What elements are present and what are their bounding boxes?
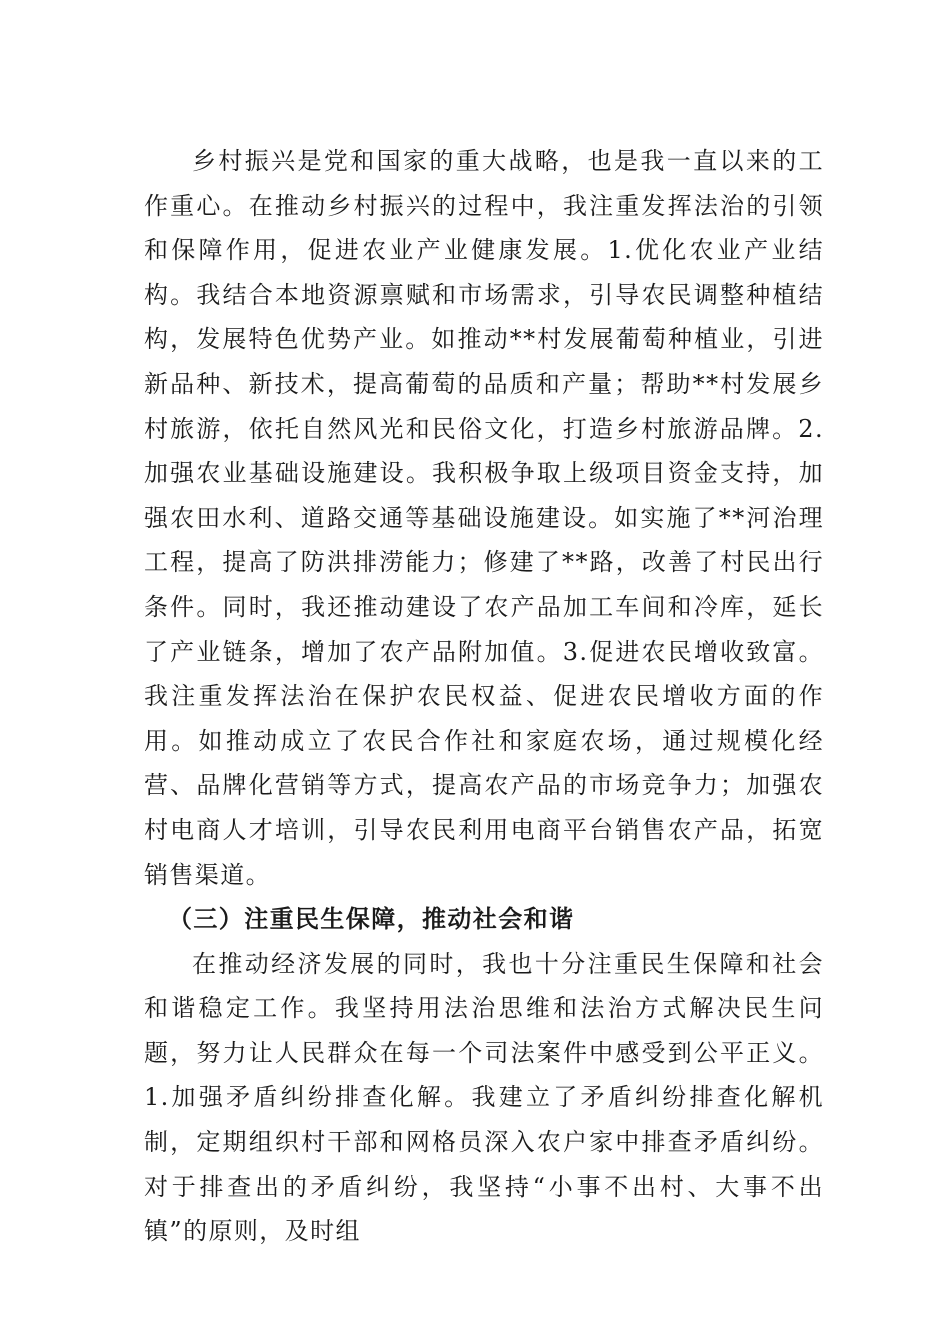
rural-revitalization-paragraph: 乡村振兴是党和国家的重大战略，也是我一直以来的工作重心。在推动乡村振兴的过程中，我注重发挥法治的引领和保障作用，促进农业产业健康发展。1.优化农业产业结构。我结合本地资源禀赋和市场需求，引导农民调整种植结构，发展特色优势产业。如推动**村发展葡萄种植业，引进新品种、新技术，提高葡萄的品质和产量；帮助**村发展乡村旅游，依托自然风光和民俗文化，打造乡村旅游品牌。2.加强农业基础设施建设。我积极争取上级项目资金支持，加强农田水利、道路交通等基础设施建设。如实施了**河治理工程，提高了防洪排涝能力；修建了**路，改善了村民出行条件。同时，我还推动建设了农产品加工车间和冷库，延长了产业链条，增加了农产品附加值。3.促进农民增收致富。我注重发挥法治在保护农民权益、促进农民增收方面的作用。如推动成立了农民合作社和家庭农场，通过规模化经营、品牌化营销等方式，提高农产品的市场竞争力；加强农村电商人才培训，引导农民利用电商平台销售农产品，拓宽销售渠道。 bbox=[144, 147, 824, 889]
document-body bbox=[144, 139, 824, 1254]
livelihood-paragraph: 在推动经济发展的同时，我也十分注重民生保障和社会和谐稳定工作。我坚持用法治思维和法治方式解决民生问题，努力让人民群众在每一个司法案件中感受到公平正义。1.加强矛盾纠纷排查化解。我建立了矛盾纠纷排查化解机制，定期组织村干部和网格员深入农户家中排查矛盾纠纷。对于排查出的矛盾纠纷，我坚持“小事不出村、大事不出镇”的原则，及时组 bbox=[144, 949, 824, 1246]
section-heading-livelihood: （三）注重民生保障，推动社会和谐 bbox=[168, 904, 575, 934]
